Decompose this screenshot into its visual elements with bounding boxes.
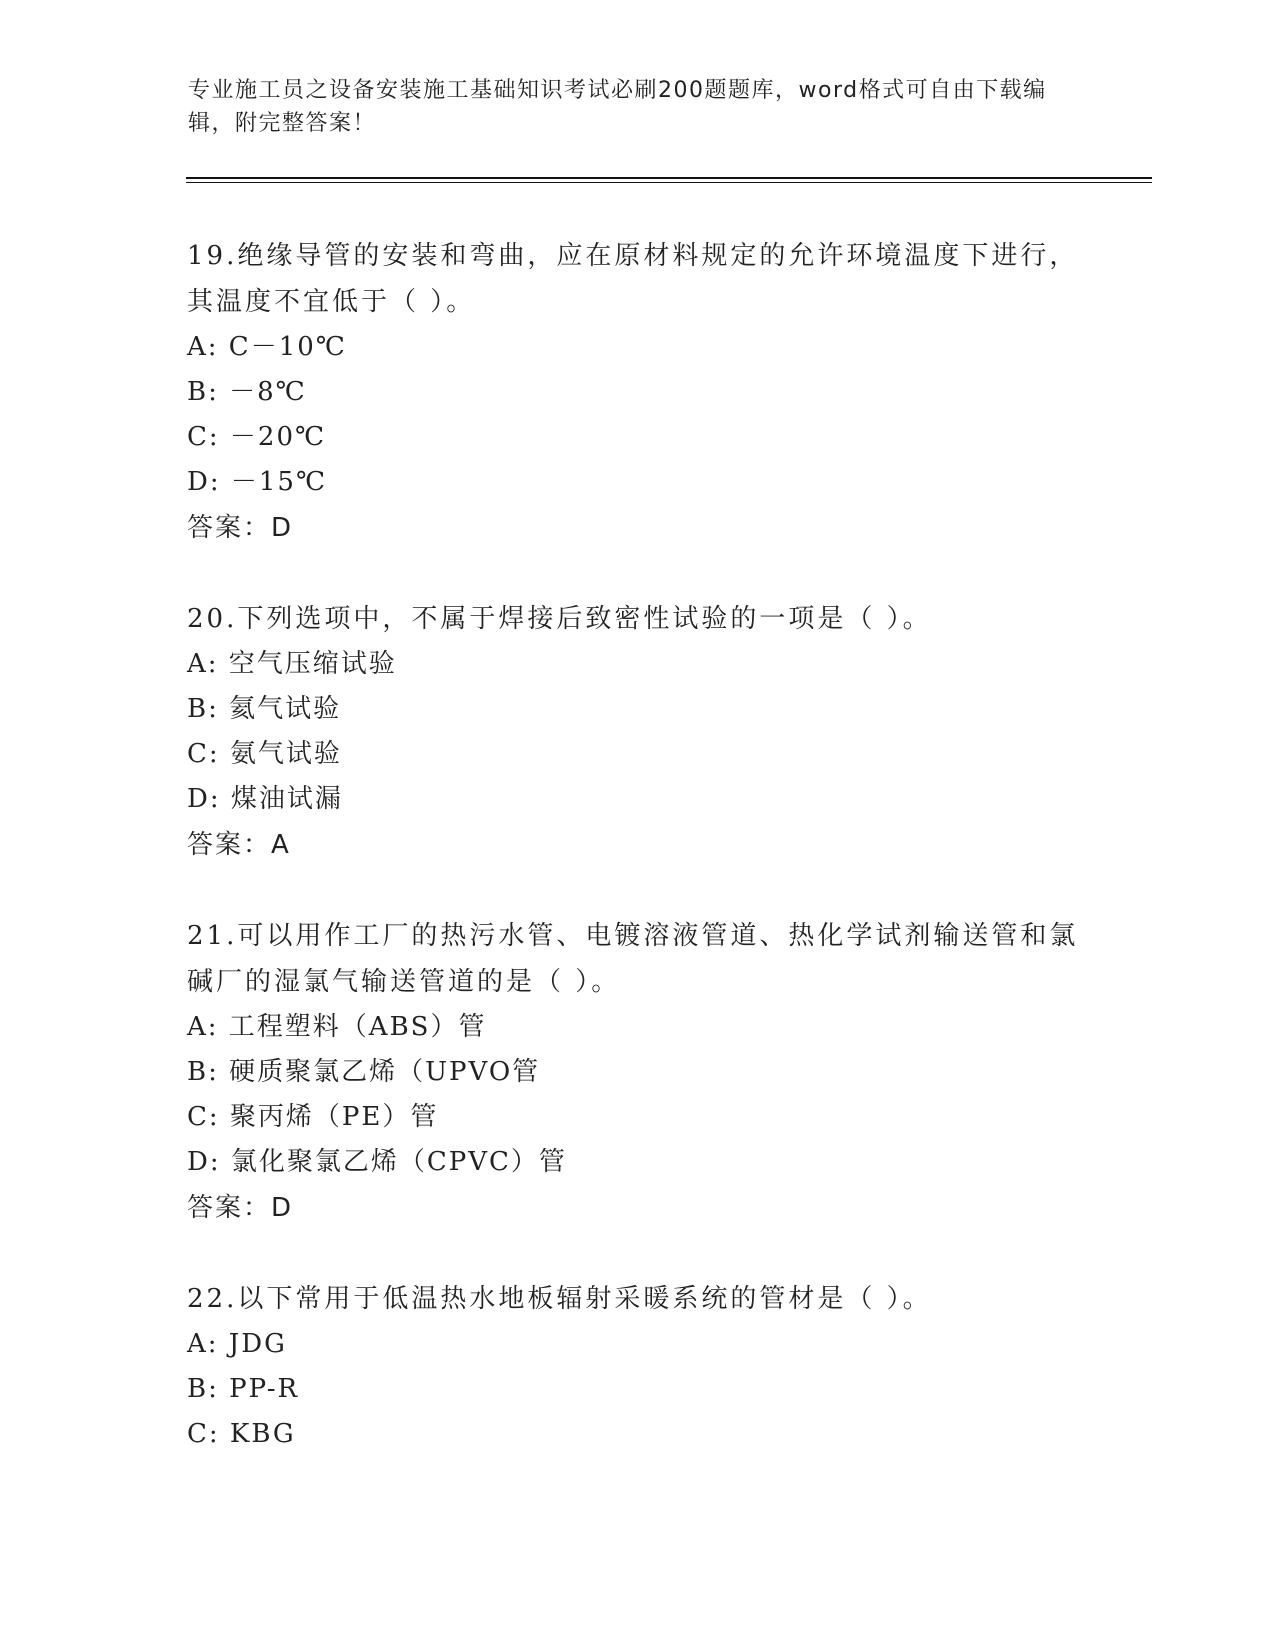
option-d: D: －15℃ (187, 467, 328, 497)
answer-line: 答案：D (187, 1193, 294, 1223)
document-header: 专业施工员之设备安装施工基础知识考试必刷200题题库，word格式可自由下载编辑，附完整答案！ (188, 78, 1047, 136)
option-b: B: PP-R (187, 1374, 300, 1404)
option-c: C: KBG (187, 1419, 296, 1449)
header-divider-thin (186, 182, 1152, 183)
option-a: A: JDG (187, 1329, 287, 1359)
option-d: D: 氯化聚氯乙烯（CPVC）管 (187, 1147, 567, 1177)
question-stem: 20.下列选项中，不属于焊接后致密性试验的一项是（ ）。 (187, 604, 932, 634)
question-19 (187, 233, 1087, 551)
option-a: A: C－10℃ (187, 332, 347, 362)
question-21 (187, 913, 1087, 1231)
header-divider-thick (186, 177, 1152, 179)
option-b: B: 氦气试验 (187, 694, 342, 724)
question-list (187, 233, 1087, 1502)
option-b: B: 硬质聚氯乙烯（UPVO管 (187, 1057, 541, 1087)
option-b: B: －8℃ (187, 377, 307, 407)
question-22 (187, 1276, 1087, 1457)
option-d: D: 煤油试漏 (187, 784, 343, 814)
answer-line: 答案：A (187, 830, 291, 860)
option-a: A: 工程塑料（ABS）管 (187, 1012, 487, 1042)
option-c: C: －20℃ (187, 422, 327, 452)
answer-line: 答案：D (187, 513, 294, 543)
option-c: C: 聚丙烯（PE）管 (187, 1102, 439, 1132)
option-c: C: 氨气试验 (187, 739, 342, 769)
question-stem: 21.可以用作工厂的热污水管、电镀溶液管道、热化学试剂输送管和氯碱厂的湿氯气输送管道的是（ ）。 (187, 921, 1079, 997)
option-a: A: 空气压缩试验 (187, 649, 397, 679)
question-stem: 19.绝缘导管的安装和弯曲，应在原材料规定的允许环境温度下进行，其温度不宜低于（ ）。 (187, 241, 1079, 317)
question-stem: 22.以下常用于低温热水地板辐射采暖系统的管材是（ ）。 (187, 1284, 932, 1314)
question-20 (187, 596, 1087, 868)
